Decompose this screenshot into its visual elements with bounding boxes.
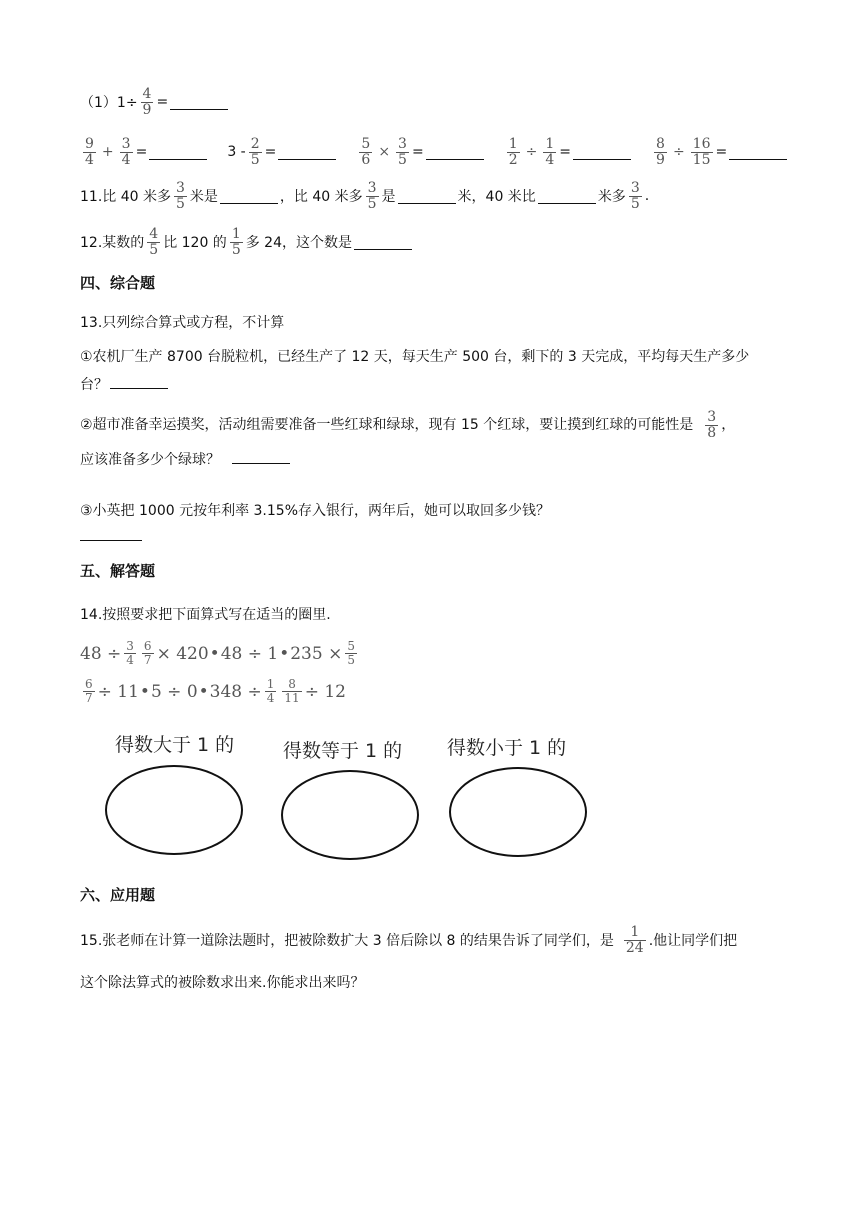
circle-equal-to-one[interactable] <box>281 770 419 860</box>
question-15-line-2: 这个除法算式的被除数求出来.你能求出来吗？ <box>80 975 365 991</box>
calculation-row <box>80 132 789 172</box>
circle-label-equal: 得数等于 1 的 <box>283 740 403 762</box>
expression-row-2: $\frac{6}{7}$ ÷ 11 • 5 ÷ 0 • 348 ÷ $\frac{1}{4}$ $\frac{8}{11}$ ÷ 12 <box>85 677 346 705</box>
answer-blank[interactable] <box>354 235 412 250</box>
answer-blank[interactable] <box>426 145 484 160</box>
section-heading-5: 五、解答题 <box>80 562 156 580</box>
question-13-title: 13.只列综合算式或方程，不计算 <box>80 315 285 331</box>
section-heading-6: 六、应用题 <box>80 886 156 904</box>
expression-row-1: 48 ÷ $\frac{3}{4}$ $\frac{6}{7}$ × 420 • 48 ÷ 1 • 235 × $\frac{5}{5}$ <box>80 639 355 667</box>
section-heading-4: 四、综合题 <box>80 274 156 292</box>
circle-label-greater: 得数大于 1 的 <box>115 734 235 756</box>
calc-item-2: 3 - $\frac{2}{5}$ = <box>227 137 338 168</box>
circle-less-than-one[interactable] <box>449 767 587 857</box>
answer-blank[interactable] <box>149 145 207 160</box>
question-12: 12.某数的 $\frac{4}{5}$ 比 120 的 $\frac{1}{5}$ 多 24，这个数是 <box>80 222 414 262</box>
question-15-line-1: 15.张老师在计算一道除法题时，把被除数扩大 3 倍后除以 8 的结果告诉了同学们，是 $\frac{1}{24}$ .他让同学们把 <box>80 923 738 956</box>
answer-blank[interactable] <box>170 95 228 110</box>
question-14-title: 14.按照要求把下面算式写在适当的圈里. <box>80 607 331 623</box>
question-11: 11.比 40 米多 $\frac{3}{5}$ 米是 ，比 40 米多 $\frac{3}{5}$ 是 米，40 米比 米多 $\frac{3}{5}$ . <box>80 179 650 212</box>
equals-sign: = <box>156 94 169 110</box>
question-13-item-2: ②超市准备幸运摸奖，活动组需要准备一些红球和绿球，现有 15 个红球，要让摸到红球的可能性是 $\frac{3}{8}$ ， 应该准备多少个绿球？ <box>80 408 736 468</box>
question-13-item-3: ③小英把 1000 元按年利率 3.15%存入银行，两年后，她可以取回多少钱？ <box>80 503 551 519</box>
answer-blank[interactable] <box>573 145 631 160</box>
answer-blank[interactable] <box>398 189 456 204</box>
answer-blank[interactable] <box>110 374 168 389</box>
question-1-label: （1）1÷ <box>80 95 138 111</box>
question-1 <box>80 82 230 122</box>
calc-item-5: $\frac{8}{9}$ ÷ $\frac{16}{15}$ = <box>651 137 789 168</box>
fraction: $\frac{4}{9}$ <box>142 85 152 118</box>
answer-blank[interactable] <box>729 145 787 160</box>
answer-blank[interactable] <box>538 189 596 204</box>
question-13-item-1: ①农机厂生产 8700 台脱粒机，已经生产了 12 天，每天生产 500 台，剩下的 3 天完成，平均每天生产多少 台？ <box>80 349 750 393</box>
answer-blank[interactable] <box>232 449 290 464</box>
circle-greater-than-one[interactable] <box>105 765 243 855</box>
answer-blank[interactable] <box>278 145 336 160</box>
circle-label-less: 得数小于 1 的 <box>447 737 567 759</box>
calc-item-4: $\frac{1}{2}$ ÷ $\frac{1}{4}$ = <box>504 137 633 168</box>
answer-blank[interactable] <box>220 189 278 204</box>
calc-item-1: $\frac{9}{4}$ + $\frac{3}{4}$ = <box>80 137 209 168</box>
calc-item-3: $\frac{5}{6}$ × $\frac{3}{5}$ = <box>356 137 485 168</box>
answer-blank[interactable] <box>80 540 142 541</box>
